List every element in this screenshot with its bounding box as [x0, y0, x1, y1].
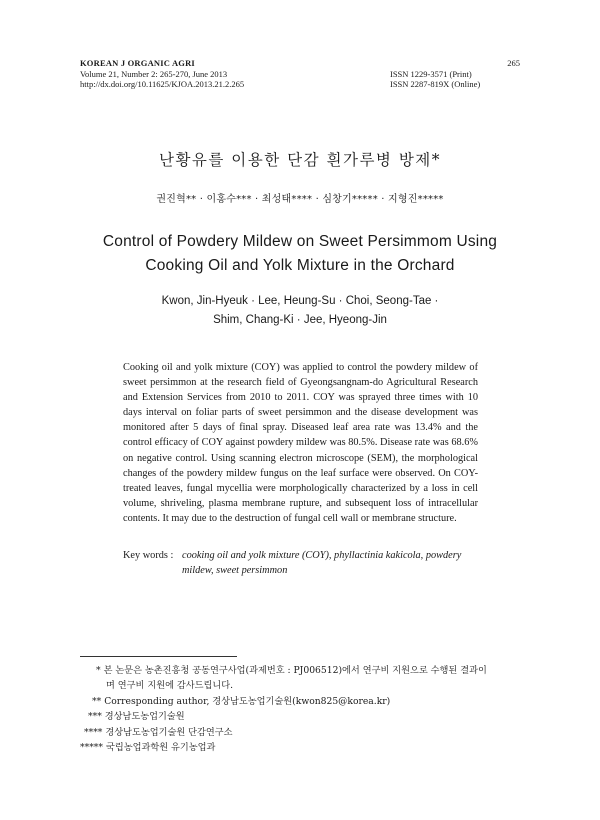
doi-link[interactable]: http://dx.doi.org/10.11625/KJOA.2013.21.2.265 — [80, 79, 245, 89]
english-authors-line-2: Shim, Chang-Ki · Jee, Hyeong-Jin — [213, 314, 387, 326]
footnote-mark: * — [96, 665, 101, 676]
footnote-mark: ***** — [80, 742, 103, 754]
footnote-mark: ** — [92, 695, 102, 707]
footnote-affiliation-3 — [80, 740, 525, 755]
volume-info: Volume 21, Number 2: 265-270, June 2013 — [80, 68, 228, 79]
korean-authors: 권진혁** · 이홍수*** · 최성태**** · 심창기***** · 지형진***** — [156, 194, 444, 205]
korean-title: 난황유를 이용한 단감 흰가루병 방제* — [158, 151, 442, 169]
footnote-affiliation-1 — [80, 709, 525, 724]
english-title-line-1: Control of Powdery Mildew on Sweet Persimmom Using — [102, 233, 498, 250]
footnote-funding — [80, 663, 525, 694]
issn-print: ISSN 1229-3571 (Print) — [390, 68, 472, 79]
english-authors-line-1: Kwon, Jin-Hyeuk · Lee, Heung-Su · Choi, Seong-Tae · — [161, 295, 439, 307]
footnote-mark: **** — [84, 726, 103, 738]
keywords — [123, 548, 483, 578]
english-title — [0, 230, 600, 278]
footnote-mark: *** — [88, 711, 102, 723]
footnotes — [80, 663, 525, 755]
english-authors — [0, 292, 600, 330]
issn-header — [390, 58, 520, 90]
footnote-text: 본 논문은 농촌진흥청 공동연구사업(과제번호 : PJ006512)에서 연구비 지원으로 수행된 결과이 — [103, 665, 487, 676]
keywords-text: cooking oil and yolk mixture (COY), phyllactinia kakicola, powdery mildew, sweet persimmon — [182, 550, 462, 576]
page-number: 265 — [507, 58, 520, 68]
journal-name: KOREAN J ORGANIC AGRI — [80, 58, 195, 68]
footnote-corresponding-author — [80, 694, 525, 709]
footnote-text: 경상남도농업기술원 단감연구소 — [105, 726, 233, 738]
footnote-text: 경상남도농업기술원 — [104, 711, 185, 723]
issn-online: ISSN 2287-819X (Online) — [390, 79, 481, 89]
footnote-text: Corresponding author, 경상남도농업기술원(kwon825@korea.kr) — [104, 695, 391, 707]
footnote-divider — [80, 656, 237, 657]
footnote-text-continued: 며 연구비 지원에 감사드립니다. — [106, 680, 234, 692]
keywords-label: Key words : — [123, 550, 174, 561]
footnote-text: 국립농업과학원 유기농업과 — [105, 742, 216, 754]
journal-header — [80, 58, 244, 90]
english-title-line-2: Cooking Oil and Yolk Mixture in the Orchard — [145, 257, 455, 274]
footnote-affiliation-2 — [80, 725, 525, 740]
abstract: Cooking oil and yolk mixture (COY) was applied to control the powdery mildew of sweet persimmon at the research field of Gyeongsangnam-do Agricultural Research and Extension Services from 2010 to 2011. COY was sprayed three times with 10 days interval on foliar parts of sweet persimmon and the disease development was monitored after 5 days of final spray. Diseased leaf area rate was 13.4% and the control efficacy of COY against powdery mildew was 80.5%. Disease rate was 68.6% on negative control. Using scanning electron microscope (SEM), the morphological changes of the powdery mildew fungus on the leaf surface were observed. On COY-treated leaves, fungal mycellia were morphologically characterized by a loss in cell volume, shriveling, plasma membrane rupture, and subsequent loss of intracellular contents. It may due to the destruction of fungal cell wall or membrane structure. — [123, 362, 478, 524]
